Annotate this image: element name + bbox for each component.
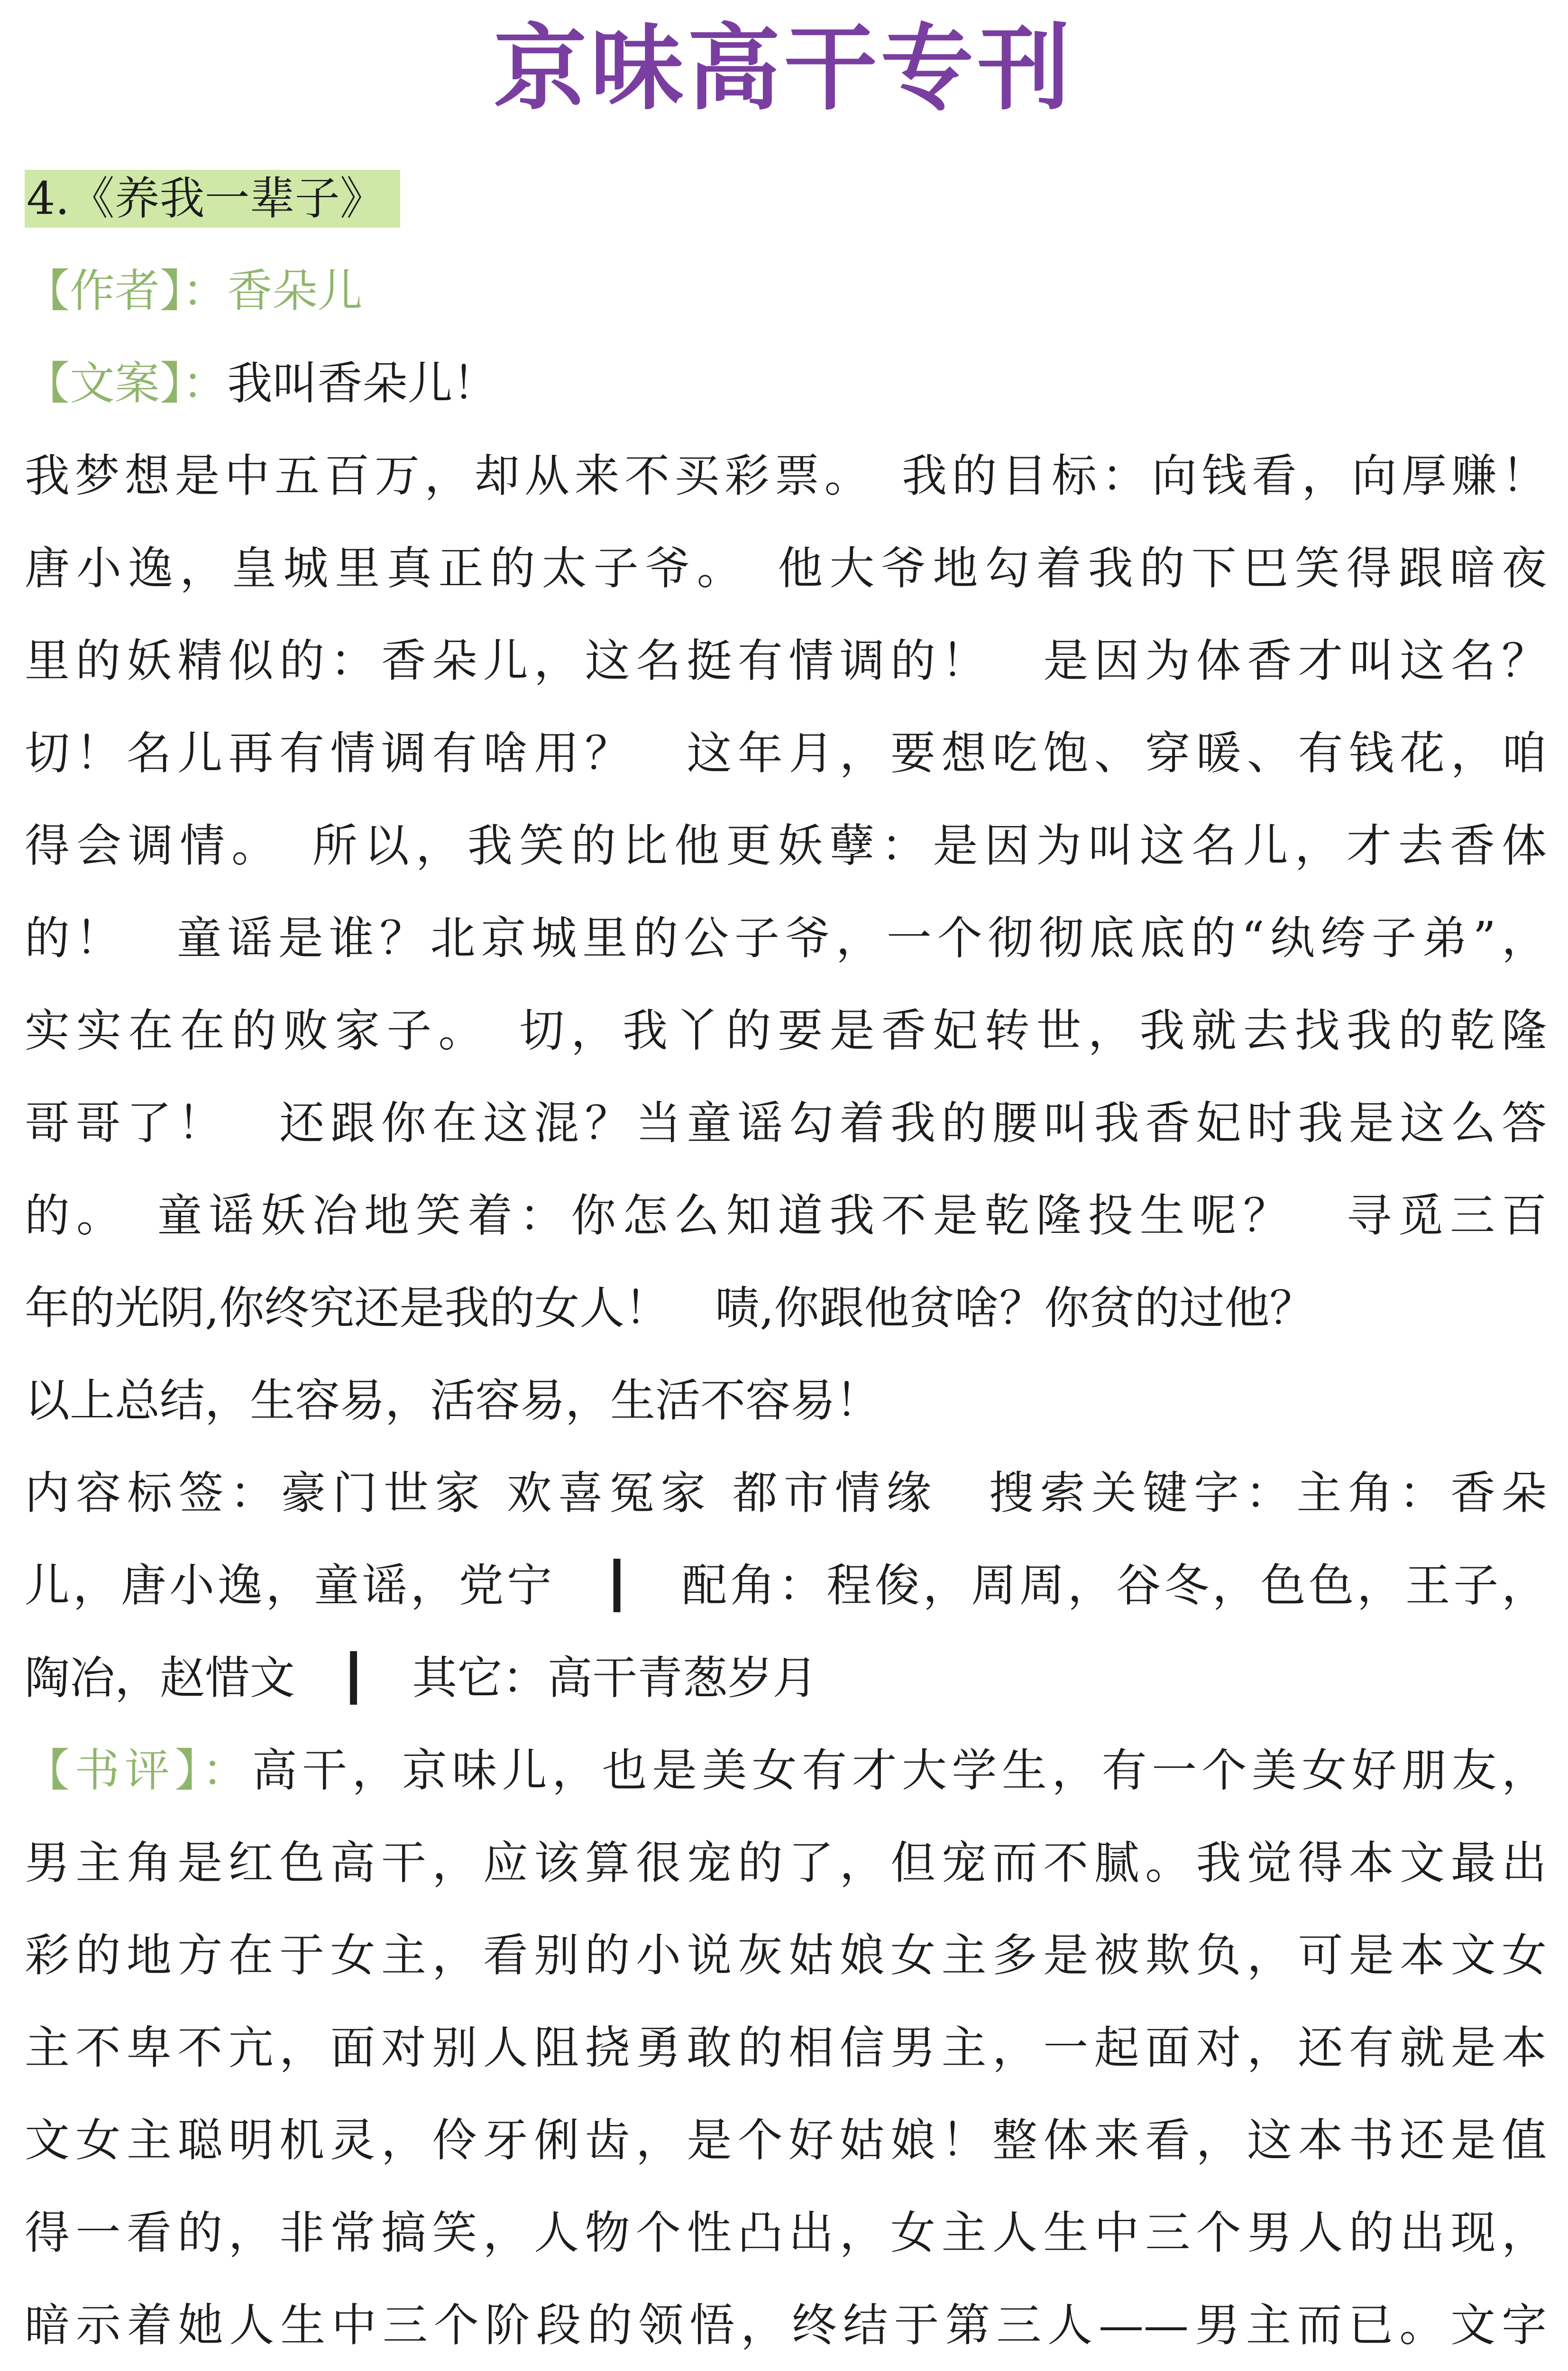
author-label: 【作者】： — [25, 265, 228, 317]
blurb-text-line: 得会调情。 所以，我笑的比他更妖孽：是因为叫这名儿，才去香体 — [25, 820, 1547, 872]
review-text-line: 得一看的，非常搞笑，人物个性凸出，女主人生中三个男人的出现， — [25, 2207, 1547, 2259]
characters-line: 儿，唐小逸，童谣，党宁 ┃ 配角：程俊，周周，谷冬，色色，王子， — [25, 1560, 1547, 1612]
blurb-text-line: 年的光阴,你终究还是我的女人！ 啧,你跟他贫啥？你贫的过他？ — [25, 1282, 1315, 1334]
blurb-text-line: 唐小逸，皇城里真正的太子爷。 他大爷地勾着我的下巴笑得跟暗夜 — [25, 542, 1547, 595]
book-heading-line — [25, 153, 1547, 245]
author-name: 香朵儿 — [227, 265, 363, 317]
blurb-first: 我叫香朵儿！ — [227, 358, 498, 410]
review-text-line: 男主角是红色高干，应该算很宠的了，但宠而不腻。我觉得本文最出 — [25, 1837, 1547, 1889]
review-label: 【书评】： — [25, 1745, 252, 1797]
blurb-text-line: 里的妖精似的：香朵儿，这名挺有情调的！ 是因为体香才叫这名？ — [25, 635, 1547, 687]
author-line — [25, 245, 1547, 338]
review-text-line: 文女主聪明机灵，伶牙俐齿，是个好姑娘！整体来看，这本书还是值 — [25, 2114, 1547, 2167]
tags-line: 内容标签：豪门世家 欢喜冤家 都市情缘 搜索关键字：主角：香朵 — [25, 1467, 1547, 1519]
review-text-line: 主不卑不亢，面对别人阻挠勇敢的相信男主，一起面对，还有就是本 — [25, 2022, 1547, 2074]
blurb-text-line: 的！ 童谣是谁？北京城里的公子爷，一个彻彻底底的“纨绔子弟”， — [25, 912, 1547, 965]
blurb-text-line: 的。 童谣妖冶地笑着：你怎么知道我不是乾隆投生呢？ 寻觅三百 — [25, 1190, 1547, 1242]
blurb-text-line: 我梦想是中五百万，却从来不买彩票。 我的目标：向钱看，向厚赚！ — [25, 450, 1547, 502]
review-text-line: 暗示着她人生中三个阶段的领悟，终结于第三人——男主而已。文字 — [25, 2299, 1547, 2352]
blurb-label: 【文案】： — [25, 358, 228, 410]
characters-other-line: 陶冶，赵惜文 ┃ 其它：高干青葱岁月 — [25, 1652, 818, 1704]
blurb-text-line: 哥哥了！ 还跟你在这混？当童谣勾着我的腰叫我香妃时我是这么答 — [25, 1097, 1547, 1149]
blurb-text-line: 实实在在的败家子。 切，我丫的要是香妃转世，我就去找我的乾隆 — [25, 1005, 1547, 1057]
book-heading: 4.《养我一辈子》 — [25, 170, 400, 228]
article-body — [25, 153, 1547, 2371]
review-first-line — [25, 1725, 1547, 1817]
blurb-text-line: 切！名儿再有情调有啥用？ 这年月，要想吃饱、穿暖、有钱花，咱 — [25, 727, 1547, 780]
blurb-line — [25, 338, 1547, 430]
review-text-line: 彩的地方在于女主，看别的小说灰姑娘女主多是被欺负，可是本文女 — [25, 1930, 1547, 1982]
blurb-summary-line: 以上总结，生容易，活容易，生活不容易！ — [25, 1375, 881, 1427]
review-first-text: 高干，京味儿，也是美女有才大学生，有一个美女好朋友， — [252, 1745, 1547, 1797]
page-title: 京味高干专刊 — [494, 15, 1074, 123]
